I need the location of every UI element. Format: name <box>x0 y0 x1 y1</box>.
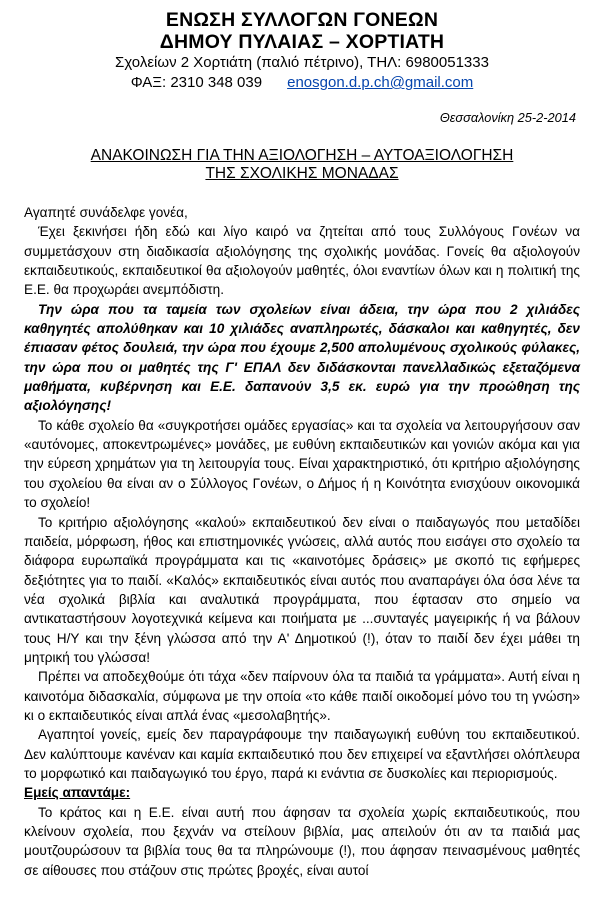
paragraph-2-emphasis: Την ώρα που τα ταμεία των σχολείων είναι άδεια, την ώρα που 2 χιλιάδες καθηγητές απολύθηκαν και 10 χιλιάδες αναπληρωτές, δάσκαλοι και καθηγητές, δεν έπιασαν φέτος δουλειά, την ώρα που έχουμε 2,500 απολυμένους σχολικούς φύλακες, την ώρα που οι μαθητές της Γ' ΕΠΑΛ δεν διδάσκονται πανελλαδικώς εξεταζόμενα μαθήματα, κυβέρνηση και Ε.Ε. δαπανούν 3,5 εκ. ευρώ για την προώθηση της αξιολόγησης! <box>24 301 580 414</box>
greeting: Αγαπητέ συνάδελφε γονέα, <box>24 205 188 220</box>
email-link[interactable]: enosgon.d.p.ch@gmail.com <box>287 74 474 91</box>
announcement-title <box>0 147 604 183</box>
fax-number: ΦΑΞ: 2310 348 039 <box>130 74 263 91</box>
paragraph-6: Αγαπητοί γονείς, εμείς δεν παραγράφουμε την παιδαγωγική ευθύνη του εκπαιδευτικού. Δεν καλύπτουμε κανέναν και καμία εκπαιδευτικό που δεν επιχειρεί να εξαντλήσει ολόπλευρα το μορφωτικό και παιδαγωγικό του έργο, παρά κι ενάντια σε δυσκολίες και περιορισμούς. <box>24 727 580 781</box>
announcement-body <box>24 203 580 880</box>
paragraph-7: Το κράτος και η Ε.Ε. είναι αυτή που άφησαν τα σχολεία χωρίς εκπαιδευτικούς, που κλείνουν σχολεία, που ξεχνάν να στείλουν βιβλία, μας απειλούν ότι αν τα παιδιά μας μουτζουρώσουν τα βιβλία τους θα τα πληρώνουμε (!), που άφησαν πεινασμένους μαθητές σε αίθουσες που στάζουν στις πρώτες βροχές, είναι αυτοί <box>24 804 580 878</box>
title-line-1: ΑΝΑΚΟΙΝΩΣΗ ΓΙΑ ΤΗΝ ΑΞΙΟΛΟΓΗΣΗ – ΑΥΤΟΑΞΙΟΛΟΓΗΣΗ <box>90 147 514 164</box>
paragraph-1: Έχει ξεκινήσει ήδη εδώ και λίγο καιρό να ζητείται από τους Συλλόγους Γονέων να συμμετάσχουν στη διαδικασία αξιολόγησης της σχολικής μονάδας. Γονείς θα αξιολογούν εκπαιδευτικούς, εκπαιδευτικοί θα αξιολογούν μαθητές, όλοι εναντίων όλων και η πολιτική της Ε.Ε. θα προχωράει ανεμπόδιστη. <box>24 224 580 298</box>
paragraph-5: Πρέπει να αποδεχθούμε ότι τάχα «δεν παίρνουν όλα τα παιδιά τα γράμματα». Αυτή είναι η καινοτόμα διδασκαλία, σύμφωνα με την οποία «το κάθε παιδί οικοδομεί μόνο του τη γνώση» κι ο εκπαιδευτικός είναι απλά ένας «μεσολαβητής». <box>24 669 580 723</box>
letterhead <box>0 9 604 93</box>
address-line: Σχολείων 2 Χορτιάτη (παλιό πέτρινο), ΤΗΛ: 6980051333 <box>115 54 489 71</box>
document-date: Θεσσαλονίκη 25-2-2014 <box>439 110 576 125</box>
answer-heading: Εμείς απαντάμε: <box>24 785 131 801</box>
paragraph-4: Το κριτήριο αξιολόγησης «καλού» εκπαιδευτικού δεν είναι ο παιδαγωγός που μεταδίδει παιδεία, μόρφωση, ήθος και επιστημονικές γνώσεις, αλλά αυτός που εισάγει στο σχολείο τα διάφορα ευρωπαϊκά προγράμματα και τις «καινοτόμες δράσεις» με σκοπό τις εφήμερες δεξιότητες για το παιδί. «Καλός» εκπαιδευτικός είναι αυτός που αναπαράγει όλα όσα λένε τα νέα σχολικά βιβλία και αναλυτικά προγράμματα, που έφτασαν στο σημείο να αντικαταστήσουν λογοτεχνικά κείμενα και ποιήματα με ...συνταγές μαγειρικής ή να βάλουν τους Η/Υ και την ξένη γλώσσα από την Α' Δημοτικού (!), όταν το παιδί δεν έχει μάθει τη μητρική του γλώσσα! <box>24 514 580 665</box>
organization-name: ΕΝΩΣΗ ΣΥΛΛΟΓΩΝ ΓΟΝΕΩΝ <box>165 9 439 31</box>
municipality-name: ΔΗΜΟΥ ΠΥΛΑΙΑΣ – ΧΟΡΤΙΑΤΗ <box>159 31 445 53</box>
paragraph-3: Το κάθε σχολείο θα «συγκροτήσει ομάδες εργασίας» και τα σχολεία να λειτουργήσουν σαν «αυτόνομες, αποκεντρωμένες» μονάδες, με ευθύνη εκπαιδευτικών και γονιών ακόμα και για την εύρεση χρημάτων για τη λειτουργία τους. Είναι χαρακτηριστικό, ότι κριτήριο αξιολόγησης του σχολείου θα είναι αν ο Σύλλογος Γονέων, ο Δήμος ή η Κοινότητα ενισχύουν οικονομικά το σχολείο! <box>24 417 580 511</box>
contact-line <box>0 73 604 93</box>
title-line-2: ΤΗΣ ΣΧΟΛΙΚΗΣ ΜΟΝΑΔΑΣ <box>205 165 399 182</box>
